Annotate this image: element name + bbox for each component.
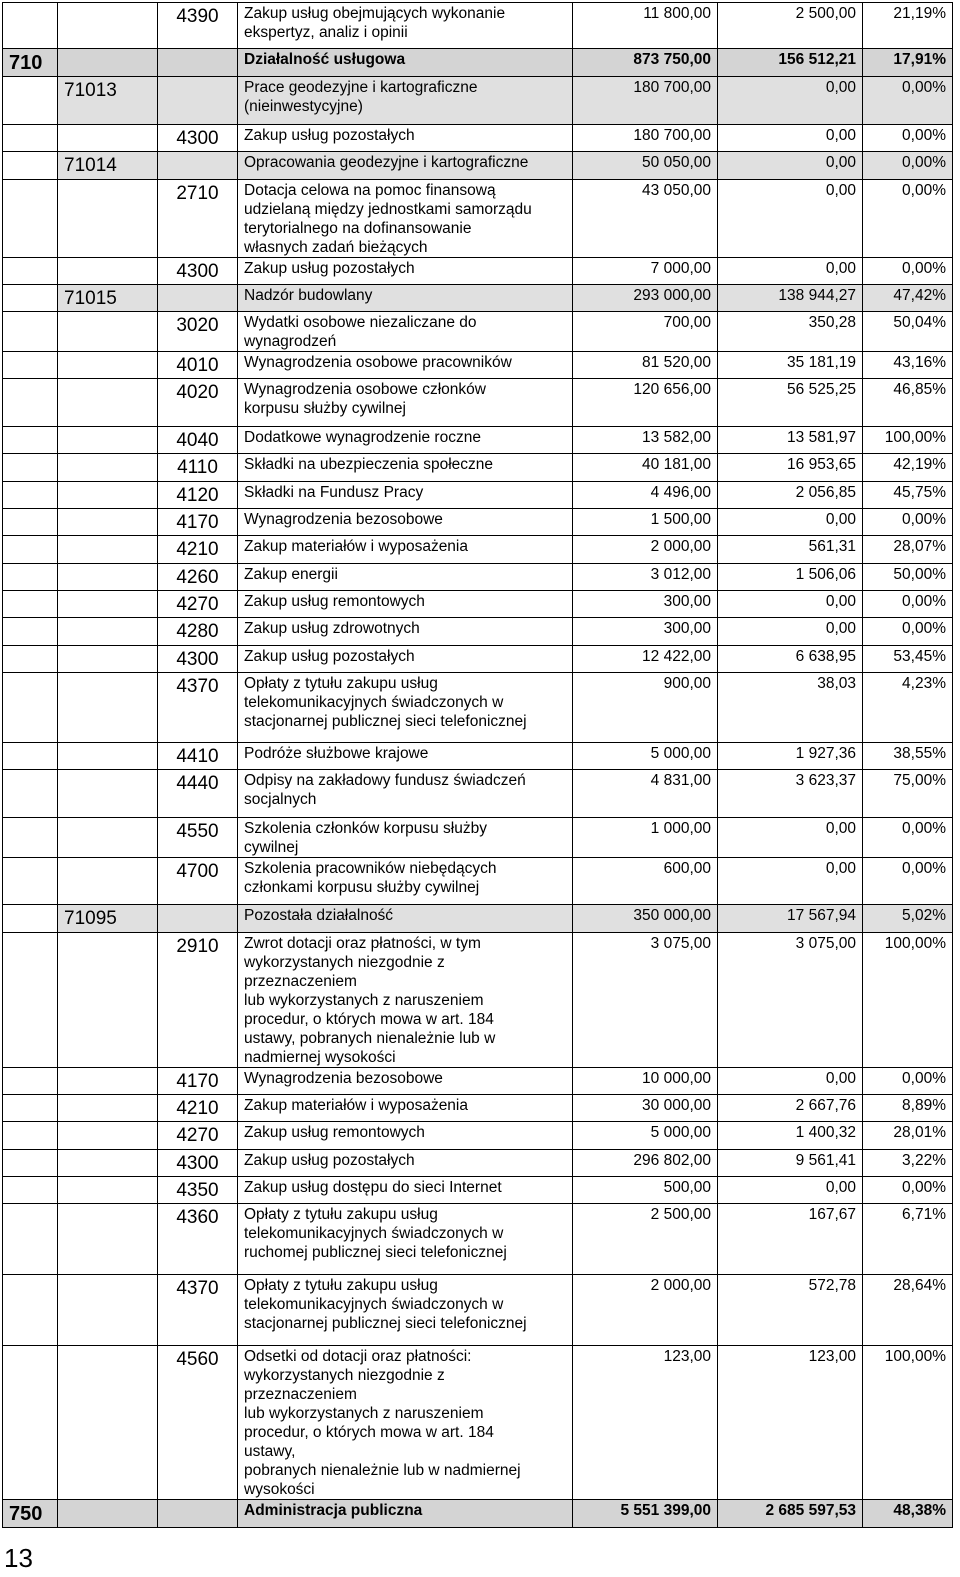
description-cell: Opracowania geodezyjne i kartograficzne [238,152,573,180]
rozdzial-cell [58,482,158,509]
paragraf-cell [158,77,238,125]
rozdzial-cell [58,1177,158,1204]
percent-cell: 21,19% [863,3,953,49]
percent-cell: 0,00% [863,1177,953,1204]
dzial-cell [3,1346,58,1500]
plan-amount-cell: 873 750,00 [573,49,718,77]
chapter-row [3,905,953,933]
dzial-cell [3,1095,58,1122]
percent-cell: 28,07% [863,536,953,564]
description-cell: Wynagrodzenia bezosobowe [238,1068,573,1095]
description-cell: Wynagrodzenia osobowe pracowników [238,352,573,379]
dzial-cell [3,352,58,379]
plan-amount-cell: 296 802,00 [573,1150,718,1177]
paragraf-cell: 2710 [158,180,238,258]
table-row [3,427,953,454]
dzial-cell [3,1150,58,1177]
description-cell: Działalność usługowa [238,49,573,77]
table-row [3,1204,953,1275]
percent-cell: 0,00% [863,509,953,536]
dzial-cell [3,1204,58,1275]
executed-amount-cell: 6 638,95 [718,646,863,673]
table-row [3,564,953,591]
rozdzial-cell: 71095 [58,905,158,933]
paragraf-cell: 4300 [158,646,238,673]
plan-amount-cell: 123,00 [573,1346,718,1500]
percent-cell: 0,00% [863,618,953,646]
plan-amount-cell: 4 831,00 [573,770,718,818]
plan-amount-cell: 600,00 [573,858,718,905]
description-cell: Zakup usług pozostałych [238,1150,573,1177]
executed-amount-cell: 3 075,00 [718,933,863,1068]
description-cell: Zakup usług dostępu do sieci Internet [238,1177,573,1204]
percent-cell: 0,00% [863,152,953,180]
plan-amount-cell: 900,00 [573,673,718,743]
rozdzial-cell [58,125,158,152]
dzial-cell [3,1122,58,1150]
description-cell: Prace geodezyjne i kartograficzne (nieinwestycyjne) [238,77,573,125]
dzial-cell [3,770,58,818]
table-row [3,1177,953,1204]
rozdzial-cell [58,1068,158,1095]
percent-cell: 100,00% [863,933,953,1068]
plan-amount-cell: 81 520,00 [573,352,718,379]
budget-table [2,2,953,1528]
description-cell: Zakup usług obejmujących wykonanie ekspertyz, analiz i opinii [238,3,573,49]
dzial-cell [3,743,58,770]
plan-amount-cell: 293 000,00 [573,285,718,312]
executed-amount-cell: 0,00 [718,180,863,258]
plan-amount-cell: 5 000,00 [573,743,718,770]
percent-cell: 0,00% [863,858,953,905]
plan-amount-cell: 4 496,00 [573,482,718,509]
description-cell: Pozostała działalność [238,905,573,933]
plan-amount-cell: 30 000,00 [573,1095,718,1122]
table-row [3,858,953,905]
executed-amount-cell: 0,00 [718,1177,863,1204]
paragraf-cell: 4440 [158,770,238,818]
percent-cell: 0,00% [863,818,953,858]
dzial-cell [3,482,58,509]
percent-cell: 3,22% [863,1150,953,1177]
plan-amount-cell: 3 075,00 [573,933,718,1068]
plan-amount-cell: 2 000,00 [573,536,718,564]
executed-amount-cell: 9 561,41 [718,1150,863,1177]
paragraf-cell: 4560 [158,1346,238,1500]
plan-amount-cell: 180 700,00 [573,77,718,125]
percent-cell: 0,00% [863,1068,953,1095]
dzial-cell [3,427,58,454]
budget-table-body [3,3,953,1528]
paragraf-cell [158,905,238,933]
description-cell: Wydatki osobowe niezaliczane do wynagrodzeń [238,312,573,352]
rozdzial-cell [58,933,158,1068]
description-cell: Zakup materiałów i wyposażenia [238,1095,573,1122]
percent-cell: 28,01% [863,1122,953,1150]
plan-amount-cell: 120 656,00 [573,379,718,427]
executed-amount-cell: 1 506,06 [718,564,863,591]
percent-cell: 43,16% [863,352,953,379]
description-cell: Opłaty z tytułu zakupu usług telekomunikacyjnych świadczonych w ruchomej publicznej sieci telefonicznej [238,1204,573,1275]
rozdzial-cell [58,770,158,818]
executed-amount-cell: 2 500,00 [718,3,863,49]
percent-cell: 0,00% [863,180,953,258]
table-row [3,1068,953,1095]
executed-amount-cell: 0,00 [718,258,863,285]
dzial-cell [3,125,58,152]
executed-amount-cell: 17 567,94 [718,905,863,933]
dzial-cell [3,591,58,618]
rozdzial-cell [58,564,158,591]
plan-amount-cell: 43 050,00 [573,180,718,258]
description-cell: Dotacja celowa na pomoc finansową udzielaną między jednostkami samorządu terytorialnego na dofinansowanie własnych zadań bieżących [238,180,573,258]
table-row [3,591,953,618]
executed-amount-cell: 38,03 [718,673,863,743]
dzial-cell [3,454,58,482]
table-row [3,509,953,536]
paragraf-cell: 4410 [158,743,238,770]
rozdzial-cell [58,427,158,454]
rozdzial-cell [58,673,158,743]
chapter-row [3,152,953,180]
percent-cell: 46,85% [863,379,953,427]
plan-amount-cell: 300,00 [573,618,718,646]
dzial-cell [3,1068,58,1095]
dzial-cell [3,379,58,427]
table-row [3,180,953,258]
dzial-cell: 710 [3,49,58,77]
percent-cell: 17,91% [863,49,953,77]
paragraf-cell: 4350 [158,1177,238,1204]
paragraf-cell: 4010 [158,352,238,379]
description-cell: Zakup usług remontowych [238,591,573,618]
dzial-cell [3,564,58,591]
description-cell: Szkolenia członków korpusu służby cywilnej [238,818,573,858]
table-row [3,646,953,673]
description-cell: Odsetki od dotacji oraz płatności: wykorzystanych niezgodnie z przeznaczeniem lub wykorzystanych z naruszeniem procedur, o których mowa w art. 184 ustawy, pobranych nienależnie lub w nadmiernej wysokości [238,1346,573,1500]
rozdzial-cell: 71015 [58,285,158,312]
paragraf-cell: 4120 [158,482,238,509]
dzial-cell [3,285,58,312]
rozdzial-cell [58,858,158,905]
executed-amount-cell: 35 181,19 [718,352,863,379]
executed-amount-cell: 0,00 [718,591,863,618]
table-row [3,1275,953,1346]
rozdzial-cell [58,818,158,858]
dzial-cell [3,3,58,49]
rozdzial-cell [58,1095,158,1122]
dzial-cell [3,77,58,125]
paragraf-cell: 4300 [158,1150,238,1177]
plan-amount-cell: 2 500,00 [573,1204,718,1275]
plan-amount-cell: 700,00 [573,312,718,352]
rozdzial-cell [58,49,158,77]
rozdzial-cell [58,379,158,427]
dzial-cell [3,646,58,673]
executed-amount-cell: 0,00 [718,509,863,536]
plan-amount-cell: 13 582,00 [573,427,718,454]
percent-cell: 42,19% [863,454,953,482]
description-cell: Opłaty z tytułu zakupu usług telekomunikacyjnych świadczonych w stacjonarnej publicznej sieci telefonicznej [238,1275,573,1346]
plan-amount-cell: 5 000,00 [573,1122,718,1150]
percent-cell: 38,55% [863,743,953,770]
description-cell: Zakup energii [238,564,573,591]
table-row [3,352,953,379]
percent-cell: 0,00% [863,77,953,125]
executed-amount-cell: 2 056,85 [718,482,863,509]
description-cell: Zakup usług pozostałych [238,646,573,673]
executed-amount-cell: 561,31 [718,536,863,564]
executed-amount-cell: 13 581,97 [718,427,863,454]
paragraf-cell: 4360 [158,1204,238,1275]
table-row [3,536,953,564]
percent-cell: 5,02% [863,905,953,933]
paragraf-cell: 4110 [158,454,238,482]
plan-amount-cell: 7 000,00 [573,258,718,285]
description-cell: Nadzór budowlany [238,285,573,312]
paragraf-cell [158,152,238,180]
executed-amount-cell: 0,00 [718,125,863,152]
table-row [3,312,953,352]
chapter-row [3,77,953,125]
rozdzial-cell [58,618,158,646]
plan-amount-cell: 1 500,00 [573,509,718,536]
plan-amount-cell: 2 000,00 [573,1275,718,1346]
plan-amount-cell: 5 551 399,00 [573,1500,718,1528]
description-cell: Wynagrodzenia osobowe członków korpusu służby cywilnej [238,379,573,427]
rozdzial-cell [58,312,158,352]
executed-amount-cell: 0,00 [718,152,863,180]
dzial-cell [3,1177,58,1204]
rozdzial-cell [58,1150,158,1177]
executed-amount-cell: 0,00 [718,858,863,905]
plan-amount-cell: 350 000,00 [573,905,718,933]
paragraf-cell: 4210 [158,536,238,564]
description-cell: Administracja publiczna [238,1500,573,1528]
paragraf-cell: 4260 [158,564,238,591]
description-cell: Opłaty z tytułu zakupu usług telekomunikacyjnych świadczonych w stacjonarnej publicznej sieci telefonicznej [238,673,573,743]
dzial-cell [3,673,58,743]
dzial-cell [3,258,58,285]
executed-amount-cell: 1 927,36 [718,743,863,770]
rozdzial-cell [58,1346,158,1500]
paragraf-cell: 4280 [158,618,238,646]
page-number: 13 [4,1543,33,1573]
dzial-cell [3,152,58,180]
description-cell: Wynagrodzenia bezosobowe [238,509,573,536]
paragraf-cell: 4300 [158,125,238,152]
rozdzial-cell [58,180,158,258]
percent-cell: 47,42% [863,285,953,312]
paragraf-cell: 4390 [158,3,238,49]
paragraf-cell: 4270 [158,1122,238,1150]
plan-amount-cell: 500,00 [573,1177,718,1204]
rozdzial-cell [58,258,158,285]
percent-cell: 75,00% [863,770,953,818]
rozdzial-cell [58,536,158,564]
dzial-cell [3,1275,58,1346]
executed-amount-cell: 167,67 [718,1204,863,1275]
table-row [3,743,953,770]
description-cell: Odpisy na zakładowy fundusz świadczeń socjalnych [238,770,573,818]
table-row [3,125,953,152]
plan-amount-cell: 10 000,00 [573,1068,718,1095]
rozdzial-cell [58,743,158,770]
executed-amount-cell: 350,28 [718,312,863,352]
description-cell: Podróże służbowe krajowe [238,743,573,770]
paragraf-cell: 4020 [158,379,238,427]
executed-amount-cell: 0,00 [718,618,863,646]
rozdzial-cell [58,1122,158,1150]
percent-cell: 48,38% [863,1500,953,1528]
paragraf-cell [158,285,238,312]
executed-amount-cell: 156 512,21 [718,49,863,77]
dzial-cell [3,933,58,1068]
plan-amount-cell: 11 800,00 [573,3,718,49]
executed-amount-cell: 572,78 [718,1275,863,1346]
table-row [3,673,953,743]
table-row [3,454,953,482]
dzial-cell [3,312,58,352]
rozdzial-cell [58,646,158,673]
executed-amount-cell: 123,00 [718,1346,863,1500]
description-cell: Zakup usług remontowych [238,1122,573,1150]
rozdzial-cell: 71013 [58,77,158,125]
rozdzial-cell [58,352,158,379]
paragraf-cell: 4370 [158,673,238,743]
table-row [3,1095,953,1122]
table-row [3,379,953,427]
dzial-cell [3,858,58,905]
paragraf-cell: 4300 [158,258,238,285]
rozdzial-cell [58,509,158,536]
dzial-cell [3,180,58,258]
dzial-cell [3,536,58,564]
table-row [3,1122,953,1150]
percent-cell: 53,45% [863,646,953,673]
table-row [3,770,953,818]
paragraf-cell: 4270 [158,591,238,618]
description-cell: Zakup usług pozostałych [238,125,573,152]
percent-cell: 0,00% [863,258,953,285]
paragraf-cell: 4550 [158,818,238,858]
description-cell: Zwrot dotacji oraz płatności, w tym wykorzystanych niezgodnie z przeznaczeniem lub wykorzystanych z naruszeniem procedur, o których mowa w art. 184 ustawy, pobranych nienależnie lub w nadmiernej wysokości [238,933,573,1068]
percent-cell: 50,04% [863,312,953,352]
section-row [3,1500,953,1528]
percent-cell: 6,71% [863,1204,953,1275]
plan-amount-cell: 180 700,00 [573,125,718,152]
percent-cell: 8,89% [863,1095,953,1122]
paragraf-cell: 4170 [158,1068,238,1095]
table-row [3,1346,953,1500]
percent-cell: 100,00% [863,1346,953,1500]
description-cell: Zakup usług pozostałych [238,258,573,285]
executed-amount-cell: 16 953,65 [718,454,863,482]
executed-amount-cell: 3 623,37 [718,770,863,818]
table-row [3,818,953,858]
table-row [3,258,953,285]
table-row [3,933,953,1068]
table-row [3,3,953,49]
rozdzial-cell [58,454,158,482]
percent-cell: 50,00% [863,564,953,591]
rozdzial-cell [58,1275,158,1346]
plan-amount-cell: 300,00 [573,591,718,618]
paragraf-cell: 2910 [158,933,238,1068]
rozdzial-cell [58,1500,158,1528]
paragraf-cell: 3020 [158,312,238,352]
description-cell: Zakup materiałów i wyposażenia [238,536,573,564]
table-row [3,482,953,509]
paragraf-cell [158,49,238,77]
executed-amount-cell: 2 667,76 [718,1095,863,1122]
executed-amount-cell: 56 525,25 [718,379,863,427]
rozdzial-cell: 71014 [58,152,158,180]
paragraf-cell: 4370 [158,1275,238,1346]
dzial-cell [3,818,58,858]
rozdzial-cell [58,3,158,49]
executed-amount-cell: 2 685 597,53 [718,1500,863,1528]
paragraf-cell: 4040 [158,427,238,454]
description-cell: Składki na ubezpieczenia społeczne [238,454,573,482]
plan-amount-cell: 40 181,00 [573,454,718,482]
dzial-cell [3,618,58,646]
executed-amount-cell: 138 944,27 [718,285,863,312]
paragraf-cell [158,1500,238,1528]
rozdzial-cell [58,1204,158,1275]
executed-amount-cell: 0,00 [718,1068,863,1095]
paragraf-cell: 4170 [158,509,238,536]
percent-cell: 100,00% [863,427,953,454]
description-cell: Szkolenia pracowników niebędących członkami korpusu służby cywilnej [238,858,573,905]
percent-cell: 28,64% [863,1275,953,1346]
plan-amount-cell: 1 000,00 [573,818,718,858]
plan-amount-cell: 12 422,00 [573,646,718,673]
percent-cell: 0,00% [863,591,953,618]
percent-cell: 4,23% [863,673,953,743]
rozdzial-cell [58,591,158,618]
plan-amount-cell: 3 012,00 [573,564,718,591]
executed-amount-cell: 0,00 [718,818,863,858]
executed-amount-cell: 0,00 [718,77,863,125]
percent-cell: 0,00% [863,125,953,152]
chapter-row [3,285,953,312]
plan-amount-cell: 50 050,00 [573,152,718,180]
table-row [3,1150,953,1177]
description-cell: Dodatkowe wynagrodzenie roczne [238,427,573,454]
dzial-cell: 750 [3,1500,58,1528]
percent-cell: 45,75% [863,482,953,509]
paragraf-cell: 4210 [158,1095,238,1122]
dzial-cell [3,509,58,536]
description-cell: Składki na Fundusz Pracy [238,482,573,509]
section-row [3,49,953,77]
dzial-cell [3,905,58,933]
paragraf-cell: 4700 [158,858,238,905]
executed-amount-cell: 1 400,32 [718,1122,863,1150]
table-row [3,618,953,646]
description-cell: Zakup usług zdrowotnych [238,618,573,646]
